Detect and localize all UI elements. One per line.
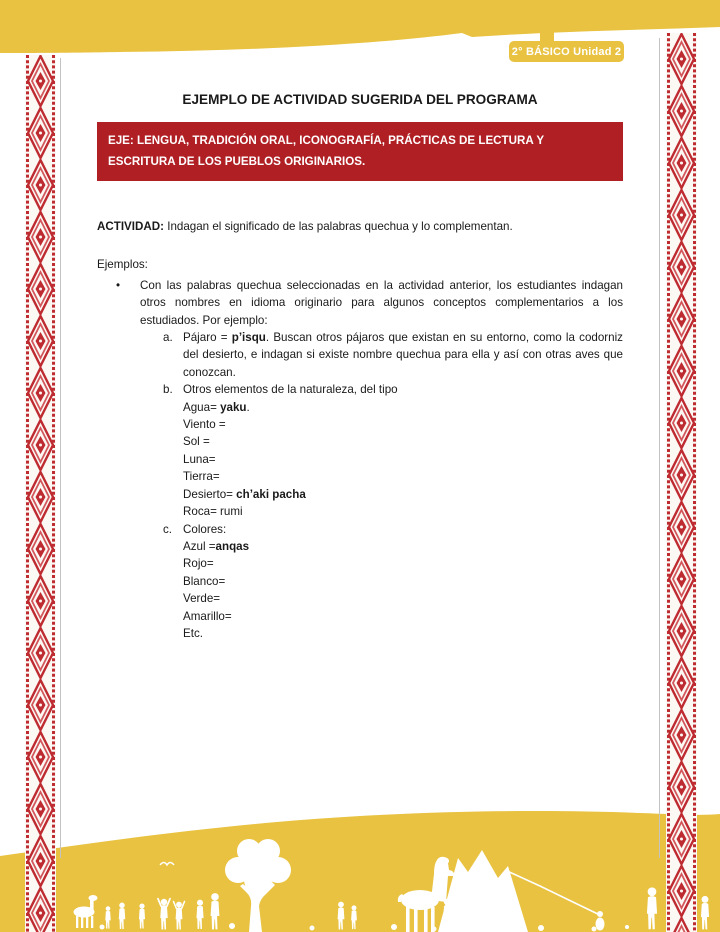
item-text bbox=[183, 521, 623, 643]
bullet-marker: • bbox=[116, 278, 121, 292]
page-content bbox=[97, 91, 623, 642]
word-line: Viento = bbox=[183, 418, 226, 432]
quechua-word: yaku bbox=[220, 400, 247, 414]
list-item-b bbox=[163, 381, 623, 520]
word-line: Amarillo= bbox=[183, 609, 232, 623]
word-line: Etc. bbox=[183, 626, 203, 640]
activity-line bbox=[97, 218, 623, 235]
word-line: Desierto= ch’aki pacha bbox=[183, 487, 306, 501]
unit-badge: 2° BÁSICO Unidad 2 bbox=[509, 41, 624, 62]
list-item-c bbox=[163, 521, 623, 643]
bullet-item bbox=[97, 277, 623, 329]
page-title: EJEMPLO DE ACTIVIDAD SUGERIDA DEL PROGRAMA bbox=[182, 92, 538, 107]
item-b-title: Otros elementos de la naturaleza, del tipo bbox=[183, 383, 398, 397]
word-line: Roca= rumi bbox=[183, 505, 243, 519]
word-line: Tierra= bbox=[183, 470, 220, 484]
item-a-post: . Buscan otros pájaros que existan en su entorno, como la codorniz del desierto, e indagan si existe nombre quechua para ella y así con otras aves que conozcan. bbox=[183, 331, 623, 379]
left-rule-line bbox=[60, 58, 61, 858]
left-border-pattern bbox=[25, 55, 56, 932]
footer-illustration bbox=[0, 808, 720, 932]
quechua-word: ch’aki pacha bbox=[236, 487, 306, 501]
word-line: Agua= yaku. bbox=[183, 400, 250, 414]
eje-banner: EJE: LENGUA, TRADICIÓN ORAL, ICONOGRAFÍA, PRÁCTICAS DE LECTURA Y ESCRITURA DE LOS PUEBLOS ORIGINARIOS. bbox=[97, 122, 623, 181]
quechua-word: anqas bbox=[215, 539, 250, 553]
right-border-pattern bbox=[666, 33, 697, 932]
activity-text: Indagan el significado de las palabras quechua y lo complementan. bbox=[167, 220, 513, 233]
word-line: Luna= bbox=[183, 452, 216, 466]
bullet-text: Con las palabras quechua seleccionadas en la actividad anterior, los estudiantes indagan otros nombres en idioma originario para algunos conceptos complementarios a los estudiados. Por ejemplo: bbox=[140, 278, 623, 327]
item-text bbox=[183, 329, 623, 381]
item-a-quechua-word: p’isqu bbox=[231, 331, 266, 345]
word-line: Azul =anqas bbox=[183, 539, 250, 553]
word-line: Rojo= bbox=[183, 557, 214, 571]
item-c-title: Colores: bbox=[183, 522, 227, 536]
word-line: Sol = bbox=[183, 435, 210, 449]
examples-label: Ejemplos: bbox=[97, 258, 148, 272]
item-label: a. bbox=[163, 331, 173, 345]
list-item-a bbox=[163, 329, 623, 381]
item-a-pre: Pájaro = bbox=[183, 331, 232, 345]
word-line: Blanco= bbox=[183, 574, 226, 588]
right-rule-line bbox=[659, 38, 660, 858]
item-text bbox=[183, 381, 623, 520]
activity-label: ACTIVIDAD: bbox=[97, 220, 164, 233]
word-line: Verde= bbox=[183, 592, 221, 606]
item-label: b. bbox=[163, 383, 173, 397]
item-label: c. bbox=[163, 522, 173, 536]
